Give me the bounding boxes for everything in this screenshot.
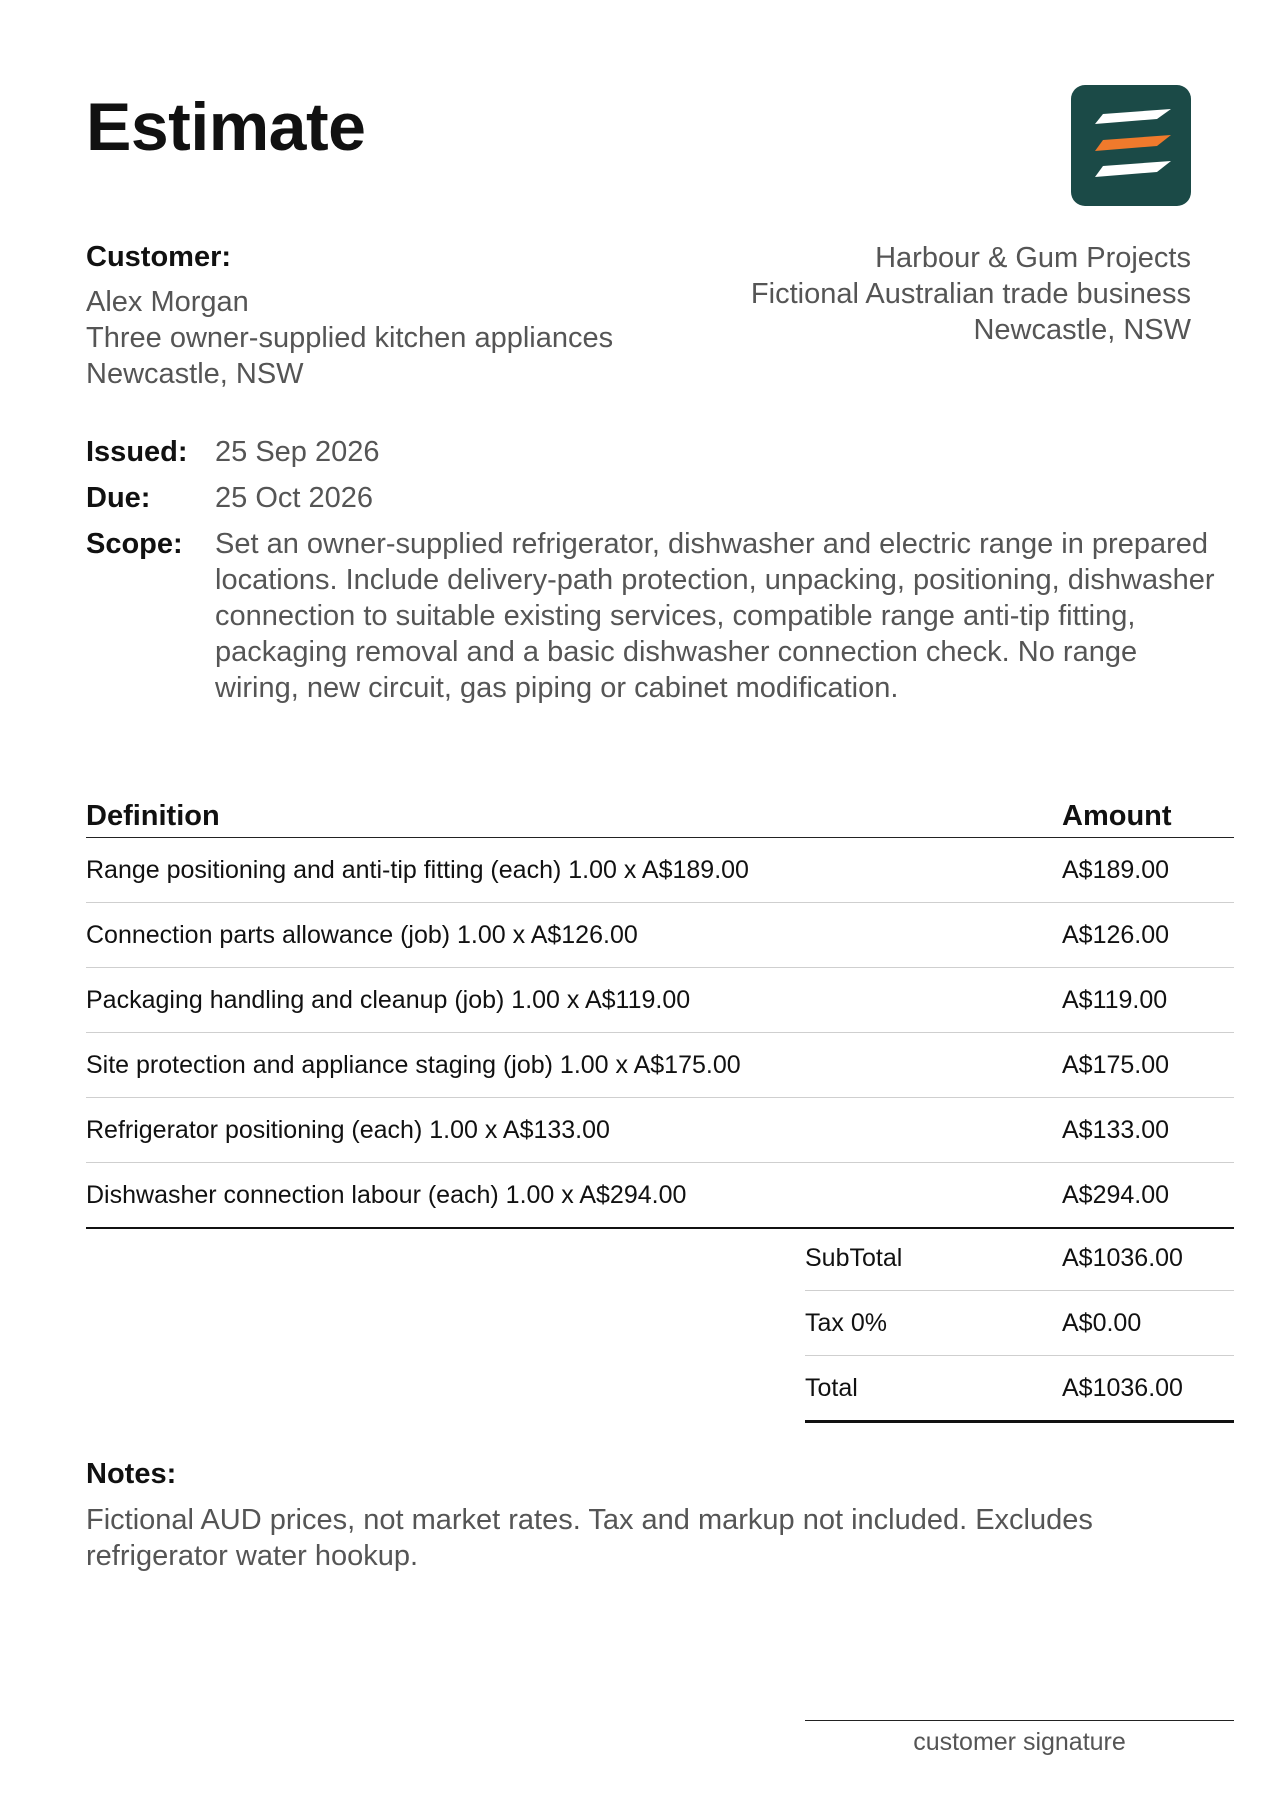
table-row xyxy=(86,968,1234,1033)
issued-value: 25 Sep 2026 xyxy=(215,436,380,468)
business-location: Newcastle, NSW xyxy=(973,314,1191,346)
total-row xyxy=(805,1356,1234,1423)
signature-label: customer signature xyxy=(913,1728,1126,1756)
line-item-definition: Refrigerator positioning (each) 1.00 x A$133.00 xyxy=(86,1098,1062,1163)
tax-row xyxy=(805,1291,1234,1356)
total-label: Total xyxy=(805,1373,858,1402)
line-item-definition: Site protection and appliance staging (job) 1.00 x A$175.00 xyxy=(86,1033,1062,1098)
tax-label: Tax 0% xyxy=(805,1308,887,1337)
table-row xyxy=(86,1098,1234,1163)
stacked-layers-logo-icon xyxy=(1071,85,1191,206)
table-row xyxy=(86,1033,1234,1098)
line-item-amount: A$126.00 xyxy=(1062,903,1234,968)
signature-line xyxy=(805,1720,1234,1721)
customer-label: Customer: xyxy=(86,241,232,273)
line-item-definition: Range positioning and anti-tip fitting (each) 1.00 x A$189.00 xyxy=(86,838,1062,903)
issued-label: Issued: xyxy=(86,436,188,468)
line-item-amount: A$189.00 xyxy=(1062,838,1234,903)
line-items-header xyxy=(86,795,1234,838)
document-title: Estimate xyxy=(86,89,366,165)
notes-text: Fictional AUD prices, not market rates. Tax and markup not included. Excludes refrigerator water hookup. xyxy=(86,1504,1093,1572)
table-row xyxy=(86,838,1234,903)
scope-row xyxy=(86,526,1236,706)
issued-row xyxy=(86,434,1236,470)
amount-column-header: Amount xyxy=(1062,795,1234,838)
table-row xyxy=(86,903,1234,968)
customer-description: Three owner-supplied kitchen appliances xyxy=(86,322,614,354)
line-items-table xyxy=(86,795,1234,1229)
table-row xyxy=(86,1163,1234,1229)
customer-block xyxy=(86,284,613,392)
due-value: 25 Oct 2026 xyxy=(215,482,373,514)
line-item-definition: Dishwasher connection labour (each) 1.00 x A$294.00 xyxy=(86,1163,1062,1229)
line-item-definition: Packaging handling and cleanup (job) 1.00 x A$119.00 xyxy=(86,968,1062,1033)
subtotal-label: SubTotal xyxy=(805,1243,903,1272)
totals-block xyxy=(805,1226,1234,1423)
customer-name: Alex Morgan xyxy=(86,286,249,318)
subtotal-row xyxy=(805,1226,1234,1291)
definition-column-header: Definition xyxy=(86,795,1062,838)
subtotal-value: A$1036.00 xyxy=(1062,1243,1183,1272)
estimate-meta xyxy=(86,434,1236,716)
line-item-amount: A$294.00 xyxy=(1062,1163,1234,1229)
line-item-amount: A$133.00 xyxy=(1062,1098,1234,1163)
total-value: A$1036.00 xyxy=(1062,1373,1183,1402)
tax-value: A$0.00 xyxy=(1062,1308,1142,1337)
business-block xyxy=(751,240,1191,348)
scope-label: Scope: xyxy=(86,528,183,560)
notes-label: Notes: xyxy=(86,1458,177,1490)
business-name: Harbour & Gum Projects xyxy=(875,242,1191,274)
line-item-definition: Connection parts allowance (job) 1.00 x A$126.00 xyxy=(86,903,1062,968)
scope-value: Set an owner-supplied refrigerator, dishwasher and electric range in prepared locations. Include delivery-path protection, unpacking, positioning, dishwasher connection to suitable existing services, compatible range anti-tip fitting, packaging removal and a basic dishwasher connection check. No range wiring, new circuit, gas piping or cabinet modification. xyxy=(215,528,1215,704)
line-item-amount: A$119.00 xyxy=(1062,968,1234,1033)
customer-location: Newcastle, NSW xyxy=(86,358,304,390)
business-tagline: Fictional Australian trade business xyxy=(750,278,1191,310)
due-row xyxy=(86,480,1236,516)
due-label: Due: xyxy=(86,482,151,514)
line-item-amount: A$175.00 xyxy=(1062,1033,1234,1098)
